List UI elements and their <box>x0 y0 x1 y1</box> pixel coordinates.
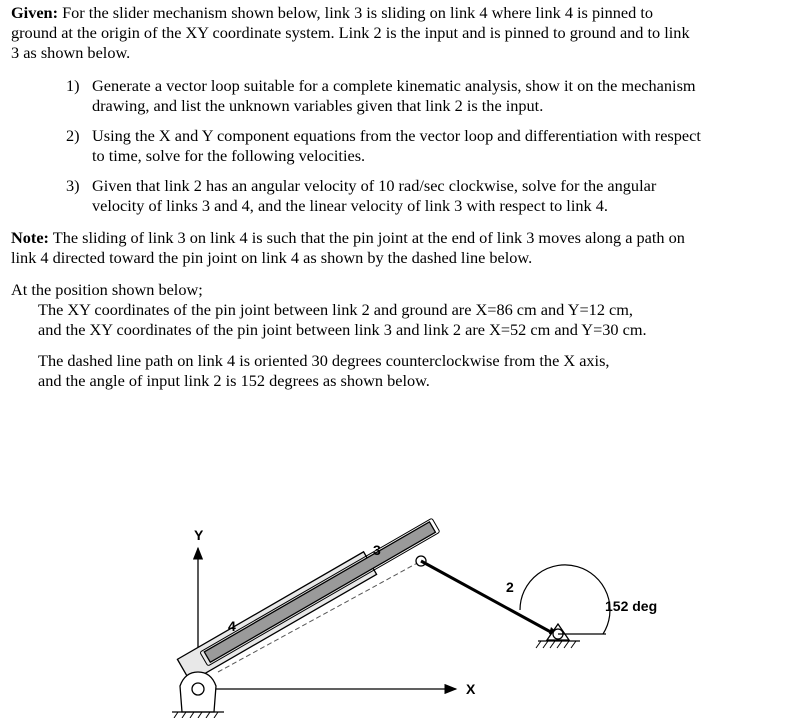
note-label: Note: <box>11 228 49 247</box>
item-2-number: 2) <box>66 126 80 145</box>
ground-pin-link-4 <box>172 672 224 718</box>
note-text-1: The sliding of link 3 on link 4 is such that the pin joint at the end of link 3 moves along a path on <box>52 228 685 247</box>
link-3-label: 3 <box>373 542 381 558</box>
link-2-label: 2 <box>506 579 514 595</box>
angle-label: 152 deg <box>605 598 658 614</box>
item-2-line-2: to time, solve for the following velocities. <box>92 146 366 165</box>
given-line-3: 3 as shown below. <box>11 43 131 62</box>
given-line-2: ground at the origin of the XY coordinate system. Link 2 is the input and is pinned to ground and to link <box>11 23 690 42</box>
link-4-label: 4 <box>228 618 236 634</box>
item-3-line-1: Given that link 2 has an angular velocity of 10 rad/sec clockwise, solve for the angular <box>92 176 657 195</box>
link-3-slider <box>200 518 440 666</box>
item-2-line-1: Using the X and Y component equations from the vector loop and differentiation with respect <box>92 126 701 145</box>
note-line-2: link 4 directed toward the pin joint on link 4 as shown by the dashed line below. <box>11 248 533 267</box>
y-axis-label: Y <box>194 527 204 543</box>
position-p2-line-2: and the angle of input link 2 is 152 degrees as shown below. <box>38 371 430 390</box>
item-1-line-2: drawing, and list the unknown variables given that link 2 is the input. <box>92 96 544 115</box>
item-1-number: 1) <box>66 76 80 95</box>
item-1-line-1: Generate a vector loop suitable for a complete kinematic analysis, show it on the mechanism <box>92 76 696 95</box>
item-3-line-2: velocity of links 3 and 4, and the linear velocity of link 3 with respect to link 4. <box>92 196 608 215</box>
given-label: Given: <box>11 3 59 22</box>
link-2-bar <box>421 561 558 636</box>
position-p1-line-2: and the XY coordinates of the pin joint between link 3 and link 2 are X=52 cm and Y=30 cm. <box>38 320 647 339</box>
item-3-number: 3) <box>66 176 80 195</box>
x-axis-label: X <box>466 681 476 697</box>
position-intro: At the position shown below; <box>11 280 203 299</box>
position-p1-line-1: The XY coordinates of the pin joint between link 2 and ground are X=86 cm and Y=12 cm, <box>38 300 633 319</box>
given-text-1: For the slider mechanism shown below, link 3 is sliding on link 4 where link 4 is pinned to <box>62 3 654 22</box>
position-p2-line-1: The dashed line path on link 4 is oriented 30 degrees counterclockwise from the X axis, <box>38 351 610 370</box>
